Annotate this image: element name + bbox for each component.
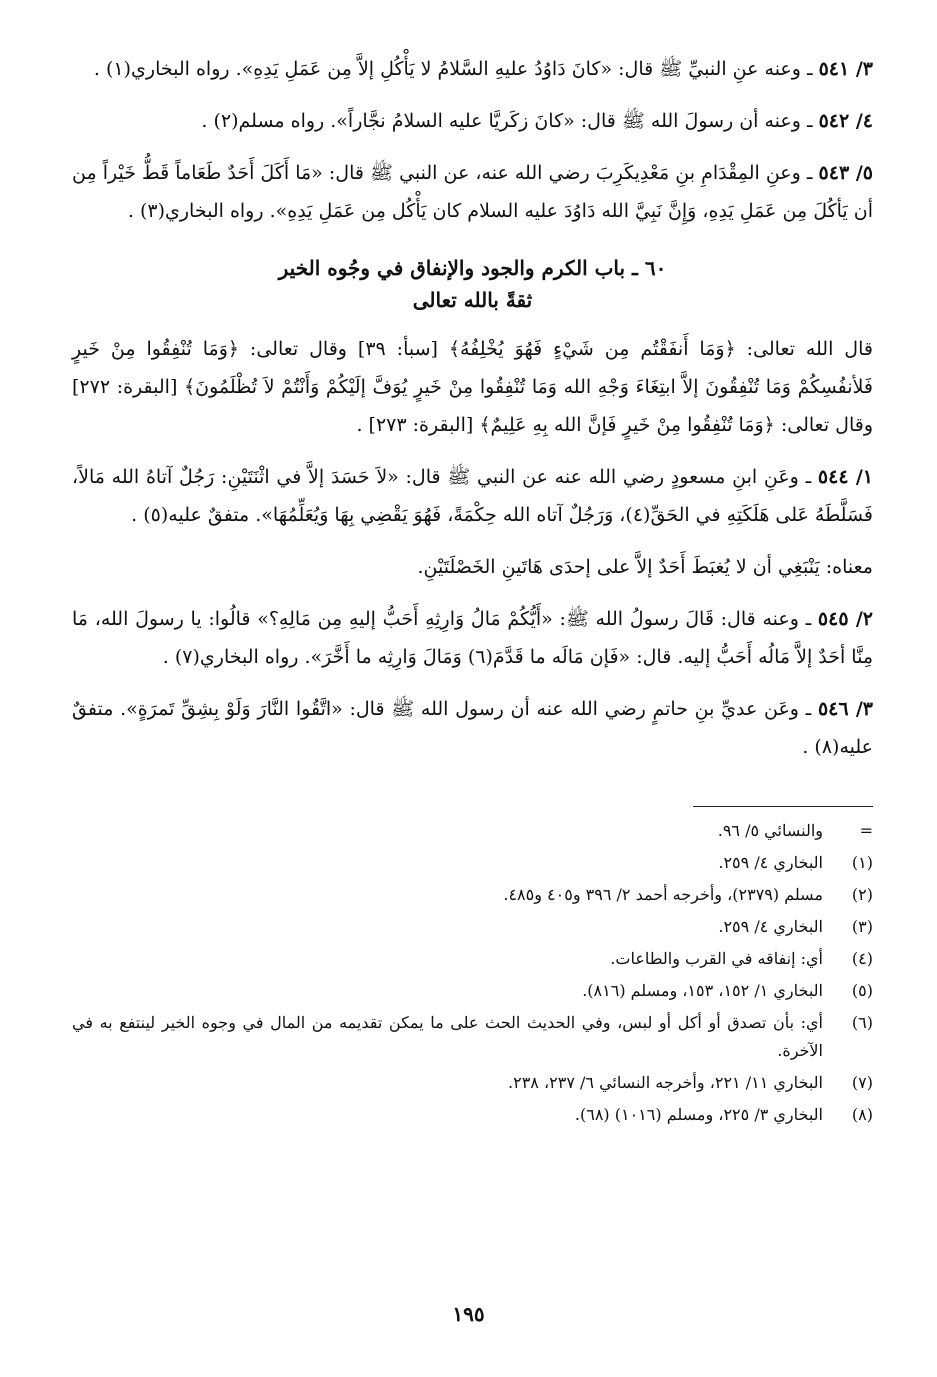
footnote-text: البخاري ١/ ١٥٢، ١٥٣، ومسلم (٨١٦). (582, 981, 823, 1000)
footnote (72, 881, 873, 909)
footnote (72, 1101, 873, 1129)
footnote-marker: (٣) (851, 917, 873, 936)
footnote-marker: (٤) (851, 949, 873, 968)
footnote-text: البخاري ٤/ ٢٥٩. (718, 917, 823, 936)
hadith-number: ٥/ ٥٤٣ (818, 162, 873, 184)
page-number: ١٩٥ (452, 1302, 485, 1326)
hadith-number: ١/ ٥٤٤ (817, 466, 873, 488)
footnote-text: والنسائي ٥/ ٩٦. (717, 821, 823, 840)
footnote-marker: (١) (851, 853, 873, 872)
hadith-text: ـ وعنه عنِ النبيِّ ﷺ قال: «كانَ دَاوُدُ عليهِ السَّلامُ لا يَأْكُلِ إلاَّ مِن عَمَلِ يَدِهِ». رواه البخاري(١) . (93, 58, 813, 80)
hadith-545 (72, 600, 873, 676)
hadith-number: ٤/ ٥٤٢ (818, 110, 873, 132)
hadith-text: ـ وعَن عديِّ بنِ حاتمٍ رضي الله عنه أن رسول الله ﷺ قال: «اتَّقُوا النَّارَ وَلَوْ بِشِقِّ تَمرَةٍ». متفقٌ عليه(٨) . (72, 698, 873, 758)
footnote-marker: (٦) (851, 1013, 873, 1032)
hadith-543 (72, 154, 873, 230)
hadith-546 (72, 690, 873, 766)
footnote-text: أي: بأن تصدق أو أكل أو لبس، وفي الحديث الحث على ما يمكن تقديمه من المال في وجوه الخير لينتفع به في الآخرة. (72, 1013, 823, 1060)
hadith-542 (72, 102, 873, 140)
footnotes (72, 817, 873, 1129)
footnote-text: مسلم (٢٣٧٩)، وأخرجه أحمد ٢/ ٣٩٦ و٤٠٥ و٤٨٥. (503, 885, 823, 904)
explanation-text: معناه: يَنْبَغِي أن لا يُغبَطَ أَحَدٌ إلاَّ على إحدَى هَاتَينِ الخَصْلَتَيْنِ. (417, 556, 873, 578)
hadith-541 (72, 50, 873, 88)
footnote (72, 817, 873, 845)
chapter-intro: قال الله تعالى: ﴿وَمَا أَنفَقْتُم مِن شَيْءٍ فَهُوَ يُخْلِفُهُ﴾ [سبأ: ٣٩] وقال تعالى: ﴿وَمَا تُنْفِقُوا مِنْ خَيرٍ فَلأنفُسِكُمْ وَمَا تُنْفِقُونَ إلاَّ ابتِغَاءَ وَجْهِ الله وَمَا تُنْفِقُوا مِنْ خَيرٍ يُوَفَّ إلَيْكُمْ وَأَنْتُمْ لاَ تُظْلَمُونَ﴾ [البقرة: ٢٧٢] وقال تعالى: ﴿وَمَا تُنْفِقُوا مِنْ خَيرٍ فَإنَّ الله بِهِ عَلِيمٌ﴾ [البقرة: ٢٧٣] . (72, 338, 873, 436)
hadith-number: ٣/ ٥٤٦ (817, 698, 873, 720)
footnote (72, 913, 873, 941)
hadith-544-explanation (72, 548, 873, 586)
footnote-text: أي: إنفاقه في القرب والطاعات. (610, 949, 823, 968)
hadith-text: ـ وعَنِ ابنِ مسعودٍ رضي الله عنه عن النبي ﷺ قال: «لاَ حَسَدَ إلاَّ في اثْنَتَيْنِ: رَجُلٌ آتاهُ الله مَالاً، فَسَلَّطَهُ عَلى هَلَكَتِهِ في الحَقِّ(٤)، وَرَجُلٌ آتاه الله حِكْمَةً، فَهُوَ يَقْضِي بِهَا وَيُعَلِّمُهَا». متفقٌ عليه(٥) . (72, 466, 873, 526)
chapter-title: ٦٠ ـ باب الكرم والجود والإنفاق في وجُوه الخير (278, 256, 667, 280)
footnote (72, 945, 873, 973)
footnote-text: البخاري ٤/ ٢٥٩. (718, 853, 823, 872)
hadith-text: ـ وعنِ المِقْدَامِ بنِ مَعْدِيكَرِبَ رضي الله عنه، عن النبي ﷺ قال: «مَا أَكَلَ أَحَدٌ طَعَاماً قَطُّ خَيْراً مِن أن يَأكُلَ مِن عَمَلِ يَدِهِ، وَإِنَّ نَبِيَّ الله دَاوُدَ عليه السلام كان يَأْكُل مِن عَمَلِ يَدِهِ». رواه البخاري(٣) . (72, 162, 873, 222)
footnote (72, 849, 873, 877)
footnote-divider (693, 806, 873, 807)
hadith-number: ٣/ ٥٤١ (818, 58, 873, 80)
hadith-text: ـ وعنه أن رسولَ الله ﷺ قال: «كانَ زكَريَّا عليه السلامُ نجَّاراً». رواه مسلم(٢) . (201, 110, 813, 132)
chapter-subtitle: ثقةً بالله تعالى (412, 288, 533, 312)
hadith-number: ٢/ ٥٤٥ (817, 608, 873, 630)
footnote-marker: (٧) (851, 1073, 873, 1092)
footnote (72, 1009, 873, 1065)
footnote-text: البخاري ١١/ ٢٢١، وأخرجه النسائي ٦/ ٢٣٧، ٢٣٨. (508, 1073, 823, 1092)
footnote (72, 977, 873, 1005)
footnote-text: البخاري ٣/ ٢٢٥، ومسلم (١٠١٦) (٦٨). (574, 1105, 823, 1124)
footnote-marker: (٥) (851, 981, 873, 1000)
footnote (72, 1069, 873, 1097)
footnote-marker: (٢) (851, 885, 873, 904)
footnote-marker: (٨) (851, 1105, 873, 1124)
hadith-544 (72, 458, 873, 534)
footnote-marker: = (859, 821, 873, 840)
chapter-heading (72, 252, 873, 316)
hadith-text: ـ وعنه قال: قَالَ رسولُ الله ﷺ: «أَيُّكُمْ مَالُ وَارِثِهِ أَحَبُّ إليهِ مِن مَالِهِ؟» قالُوا: يا رسولَ الله، مَا مِنَّا أحَدٌ إلاَّ مَالُه أَحَبُّ إليه. قال: «فَإن مَالَه ما قَدَّمَ(٦) وَمَالَ وَارِثِه ما أَخَّرَ». رواه البخاري(٧) . (72, 608, 873, 668)
